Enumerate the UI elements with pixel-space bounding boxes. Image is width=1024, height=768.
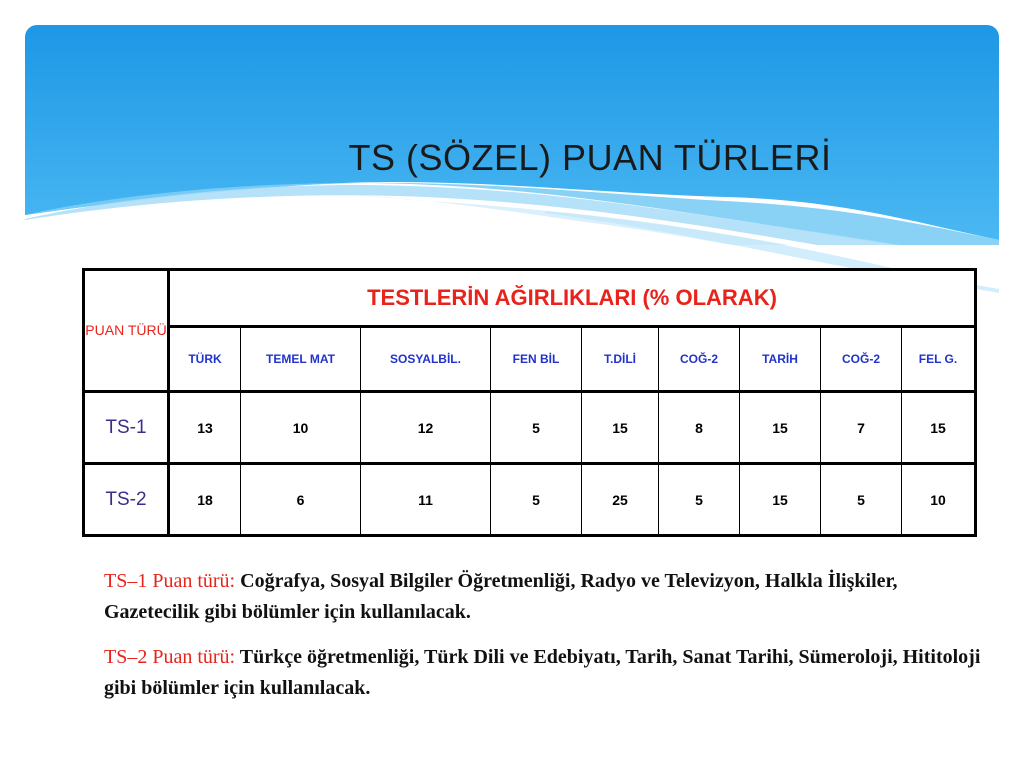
table-cell: 5 (491, 464, 582, 536)
table-cell: 10 (902, 464, 976, 536)
row-label: TS-1 (84, 392, 169, 464)
table-row (84, 464, 976, 536)
group-header: TESTLERİN AĞIRLIKLARI (% OLARAK) (169, 270, 976, 327)
table-cell: 13 (169, 392, 241, 464)
table-row (84, 392, 976, 464)
corner-label-cell (84, 270, 169, 392)
table-cell: 8 (659, 392, 740, 464)
column-header: FEL G. (902, 327, 976, 392)
ts1-text: Coğrafya, Sosyal Bilgiler Öğretmenliği, Radyo ve Televizyon, Halkla İlişkiler, Gazetecilik gibi bölümler için kullanılacak. (104, 570, 898, 623)
column-header: TARİH (740, 327, 821, 392)
table-cell: 5 (821, 464, 902, 536)
column-header: T.DİLİ (582, 327, 659, 392)
table-cell: 15 (582, 392, 659, 464)
table-cell: 15 (740, 464, 821, 536)
column-header: SOSYALBİL. (361, 327, 491, 392)
table-cell: 6 (241, 464, 361, 536)
row-label: TS-2 (84, 464, 169, 536)
table-cell: 7 (821, 392, 902, 464)
table-cell: 18 (169, 464, 241, 536)
table-cell: 5 (491, 392, 582, 464)
table-cell: 15 (740, 392, 821, 464)
table-cell: 15 (902, 392, 976, 464)
ts1-label: TS–1 Puan türü: (104, 570, 236, 592)
table-cell: 5 (659, 464, 740, 536)
column-header: TEMEL MAT (241, 327, 361, 392)
column-header: FEN BİL (491, 327, 582, 392)
column-header: COĞ-2 (659, 327, 740, 392)
column-header: COĞ-2 (821, 327, 902, 392)
table-cell: 25 (582, 464, 659, 536)
column-header: TÜRK (169, 327, 241, 392)
ts1-description (104, 566, 984, 628)
ts2-text: Türkçe öğretmenliği, Türk Dili ve Edebiyatı, Tarih, Sanat Tarihi, Sümeroloji, Hititoloji gibi bölümler için kullanılacak. (104, 646, 981, 699)
table-cell: 10 (241, 392, 361, 464)
column-header-row (84, 327, 976, 392)
weights-table (82, 268, 977, 537)
ts2-description (104, 642, 984, 704)
slide-title: TS (SÖZEL) PUAN TÜRLERİ (348, 137, 832, 178)
table-cell: 12 (361, 392, 491, 464)
table-cell: 11 (361, 464, 491, 536)
ts2-label: TS–2 Puan türü: (104, 646, 236, 668)
corner-label: PUAN TÜRÜ (85, 322, 167, 338)
